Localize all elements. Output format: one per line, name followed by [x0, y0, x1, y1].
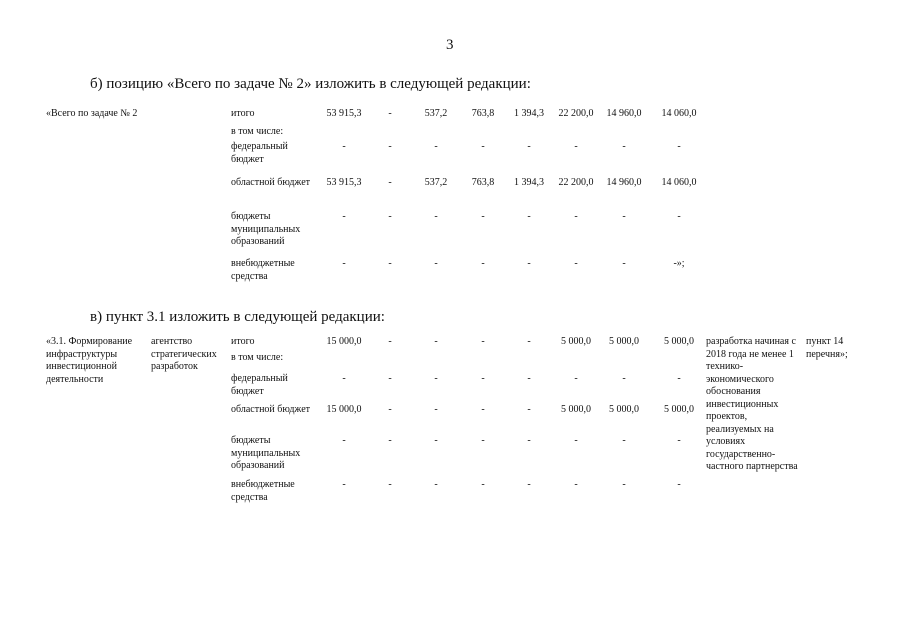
row-label: областной бюджет: [231, 404, 311, 415]
section-v-executor: агентство стратегических разработок: [151, 336, 217, 372]
value-cell: 14 060,0: [661, 108, 697, 119]
value-cell: -: [342, 211, 346, 222]
value-cell: 1 394,3: [514, 177, 544, 188]
value-cell: -: [677, 373, 681, 384]
row-label: федеральный бюджет: [231, 141, 288, 165]
value-cell: -: [434, 258, 438, 269]
value-cell: -: [388, 373, 392, 384]
page-number: 3: [446, 37, 454, 53]
value-cell: 5 000,0: [664, 336, 694, 347]
value-cell: -: [388, 177, 392, 188]
value-cell: 5 000,0: [664, 404, 694, 415]
value-cell: -: [677, 435, 681, 446]
row-label: внебюджетные средства: [231, 479, 295, 503]
value-cell: -: [388, 479, 392, 490]
value-cell: -: [481, 141, 485, 152]
value-cell: 22 200,0: [558, 108, 594, 119]
value-cell: 14 960,0: [606, 177, 642, 188]
value-cell: -: [388, 435, 392, 446]
value-cell: -: [481, 336, 485, 347]
value-cell: 537,2: [424, 177, 448, 188]
value-cell: -: [434, 141, 438, 152]
value-cell: -: [574, 479, 578, 490]
value-cell: 1 394,3: [514, 108, 544, 119]
value-cell: 53 915,3: [326, 177, 362, 188]
section-b-title: «Всего по задаче № 2: [46, 108, 138, 119]
value-cell: -: [622, 211, 626, 222]
section-v-item-name: «3.1. Формирование инфраструктуры инвестиционной деятельности: [46, 336, 133, 385]
value-cell: -: [434, 211, 438, 222]
value-cell: -: [527, 211, 531, 222]
value-cell: -: [434, 479, 438, 490]
value-cell: 537,2: [424, 108, 448, 119]
value-cell: -: [622, 141, 626, 152]
value-cell: -: [481, 211, 485, 222]
value-cell: -: [434, 373, 438, 384]
value-cell: -: [677, 211, 681, 222]
value-cell: -: [574, 435, 578, 446]
value-cell: -: [527, 141, 531, 152]
value-cell: -: [434, 435, 438, 446]
value-cell: -: [342, 141, 346, 152]
value-cell: 14 960,0: [606, 108, 642, 119]
value-cell: -: [527, 336, 531, 347]
value-cell: -: [481, 258, 485, 269]
value-cell: -: [388, 141, 392, 152]
value-cell: -: [622, 479, 626, 490]
value-cell: -: [342, 479, 346, 490]
row-label: внебюджетные средства: [231, 258, 295, 282]
value-cell: -: [481, 479, 485, 490]
section-v-reference: пункт 14 перечня»;: [806, 336, 848, 360]
value-cell: -: [342, 373, 346, 384]
row-label: областной бюджет: [231, 177, 311, 188]
row-label: итого: [231, 336, 255, 347]
value-cell: -: [622, 373, 626, 384]
value-cell: -: [622, 435, 626, 446]
value-cell: -: [388, 336, 392, 347]
row-label: федеральный бюджет: [231, 373, 288, 397]
value-cell: -: [574, 258, 578, 269]
value-cell: -: [574, 141, 578, 152]
value-cell: -: [388, 258, 392, 269]
value-cell: 763,8: [471, 108, 495, 119]
value-cell: -: [527, 435, 531, 446]
value-cell: -: [527, 479, 531, 490]
row-label: в том числе:: [231, 352, 284, 363]
value-cell: 53 915,3: [326, 108, 362, 119]
value-cell: 5 000,0: [609, 404, 639, 415]
value-cell: 22 200,0: [558, 177, 594, 188]
value-cell: -: [481, 404, 485, 415]
value-cell: -: [677, 141, 681, 152]
value-cell: -: [388, 211, 392, 222]
value-cell: -: [677, 479, 681, 490]
value-cell: 763,8: [471, 177, 495, 188]
row-label: бюджеты муниципальных образований: [231, 435, 301, 471]
section-v-result: разработка начиная с 2018 года не менее 1 технико-экономического обоснования инвестиционных проектов, реализуемых на условиях государственно-частного партнерства: [706, 336, 798, 472]
value-cell: 5 000,0: [561, 336, 591, 347]
value-cell: -: [434, 404, 438, 415]
value-cell: -: [481, 373, 485, 384]
value-cell: -: [342, 435, 346, 446]
value-cell: -: [527, 258, 531, 269]
value-cell: 14 060,0: [661, 177, 697, 188]
value-cell: -»;: [673, 258, 685, 269]
value-cell: -: [388, 108, 392, 119]
row-label: итого: [231, 108, 255, 119]
value-cell: 5 000,0: [609, 336, 639, 347]
value-cell: -: [574, 373, 578, 384]
row-label: бюджеты муниципальных образований: [231, 211, 301, 247]
value-cell: -: [527, 404, 531, 415]
value-cell: -: [622, 258, 626, 269]
value-cell: 5 000,0: [561, 404, 591, 415]
value-cell: -: [434, 336, 438, 347]
value-cell: 15 000,0: [326, 336, 362, 347]
section-b-heading: б) позицию «Всего по задаче № 2» изложить в следующей редакции:: [90, 76, 531, 92]
value-cell: 15 000,0: [326, 404, 362, 415]
row-label: в том числе:: [231, 126, 284, 137]
value-cell: -: [481, 435, 485, 446]
section-v-heading: в) пункт 3.1 изложить в следующей редакции:: [90, 309, 385, 325]
value-cell: -: [527, 373, 531, 384]
value-cell: -: [388, 404, 392, 415]
value-cell: -: [574, 211, 578, 222]
value-cell: -: [342, 258, 346, 269]
